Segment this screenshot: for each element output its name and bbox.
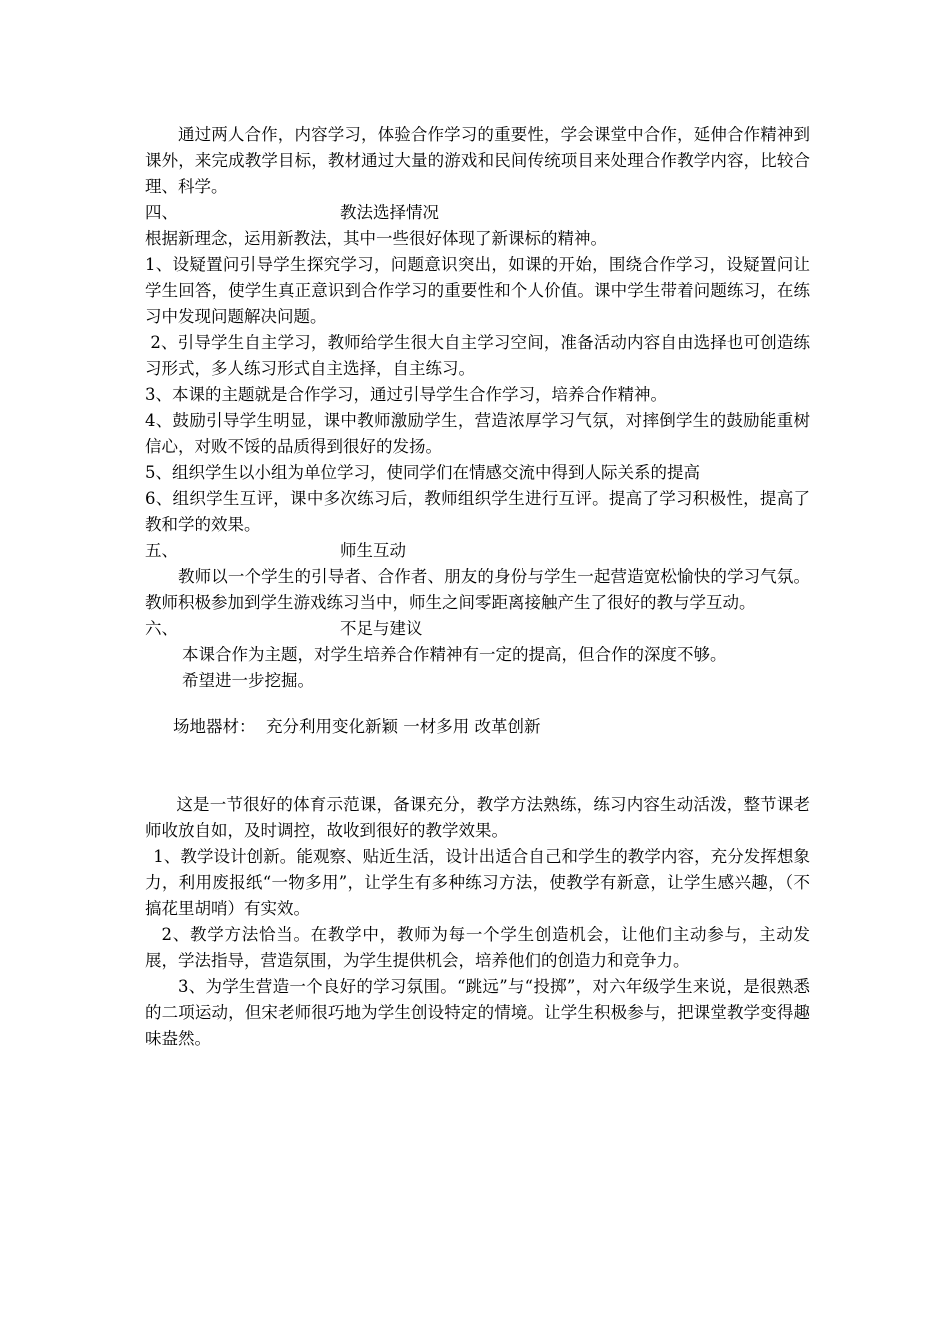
section-title: 不足与建议	[340, 619, 423, 638]
section4-item-4: 4、鼓励引导学生明显，课中教师激励学生，营造浓厚学习气氛，对摔倒学生的鼓励能重树信心，对败不馁的品质得到很好的发扬。	[145, 411, 810, 456]
section4-item-5: 5、组织学生以小组为单位学习，使同学们在情感交流中得到人际关系的提高	[145, 463, 700, 482]
section4-item-3: 3、本课的主题就是合作学习，通过引导学生合作学习，培养合作精神。	[145, 385, 667, 404]
section4-intro: 根据新理念，运用新教法，其中一些很好体现了新课标的精神。	[145, 229, 607, 248]
spacer	[145, 694, 810, 714]
spacer	[145, 740, 810, 792]
section4-item-6: 6、组织学生互评，课中多次练习后，教师组织学生进行互评。提高了学习积极性，提高了教和学的效果。	[145, 489, 810, 534]
section-heading-4	[145, 200, 810, 226]
review-paragraph-4: 3、为学生营造一个良好的学习氛围。“跳远”与“投掷”，对六年级学生来说，是很熟悉的二项运动，但宋老师很巧地为学生创设特定的情境。让学生积极参与，把课堂教学变得趣味盎然。	[145, 977, 810, 1048]
review-paragraph-3: 2、教学方法恰当。在教学中，教师为每一个学生创造机会，让他们主动参与，主动发展，学法指导，营造氛围，为学生提供机会，培养他们的创造力和竞争力。	[145, 925, 810, 970]
section5-paragraph: 教师以一个学生的引导者、合作者、朋友的身份与学生一起营造宽松愉快的学习气氛。教师积极参加到学生游戏练习当中，师生之间零距离接触产生了很好的教与学互动。	[145, 567, 810, 612]
section-number: 四、	[145, 203, 178, 222]
section4-item-2: 2、引导学生自主学习，教师给学生很大自主学习空间，准备活动内容自由选择也可创造练习形式，多人练习形式自主选择，自主练习。	[145, 333, 810, 378]
section4-item-1: 1、设疑置问引导学生探究学习，问题意识突出，如课的开始，围绕合作学习，设疑置问让学生回答，使学生真正意识到合作学习的重要性和个人价值。课中学生带着问题练习，在练习中发现问题解决问题。	[145, 255, 810, 326]
section6-line-1: 本课合作为主题，对学生培养合作精神有一定的提高，但合作的深度不够。	[182, 645, 727, 664]
section-heading-6	[145, 616, 810, 642]
review-paragraph-1: 这是一节很好的体育示范课，备课充分，教学方法熟练，练习内容生动活泼，整节课老师收放自如，及时调控，故收到很好的教学效果。	[145, 795, 810, 840]
section-title: 教法选择情况	[340, 203, 439, 222]
section-number: 六、	[145, 619, 178, 638]
document-page	[145, 122, 810, 1052]
intro-paragraph: 通过两人合作，内容学习，体验合作学习的重要性，学会课堂中合作，延伸合作精神到课外，来完成教学目标，教材通过大量的游戏和民间传统项目来处理合作教学内容，比较合理、科学。	[145, 125, 810, 196]
section6-line-2: 希望进一步挖掘。	[182, 671, 314, 690]
equipment-line: 场地器材： 充分利用变化新颖 一材多用 改革创新	[173, 717, 541, 736]
section-heading-5	[145, 538, 810, 564]
section-number: 五、	[145, 541, 178, 560]
review-paragraph-2: 1、教学设计创新。能观察、贴近生活，设计出适合自己和学生的教学内容，充分发挥想象力，利用废报纸“一物多用”，让学生有多种练习方法，使教学有新意，让学生感兴趣，（不搞花里胡哨）有实效。	[145, 847, 810, 918]
section-title: 师生互动	[340, 541, 406, 560]
